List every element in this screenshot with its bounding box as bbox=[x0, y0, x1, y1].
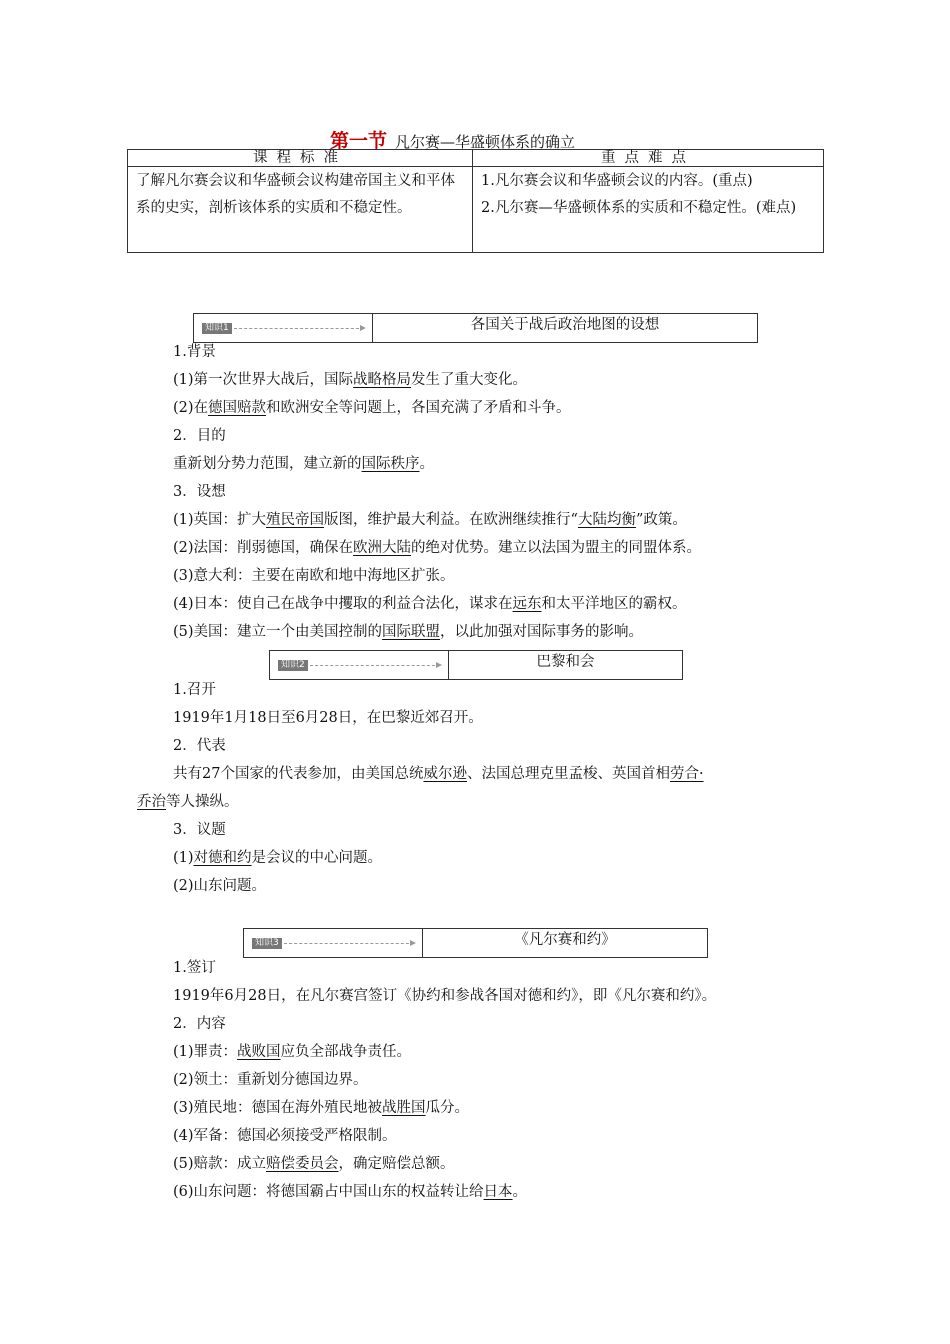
section-badge-icon: 知识2 bbox=[278, 660, 308, 671]
s2-heading-3: 3．议题 bbox=[173, 822, 226, 838]
title-main: 第一节 bbox=[330, 130, 388, 152]
s3-line: 1919年6月28日，在凡尔赛宫签订《协约和参战各国对德和约》，即《凡尔赛和约》。 bbox=[173, 988, 717, 1004]
section-header-2 bbox=[269, 650, 683, 680]
s2-heading-2: 2．代表 bbox=[173, 738, 226, 754]
section-title: 巴黎和会 bbox=[536, 654, 595, 670]
s2-line: (1)对德和约是会议的中心问题。 bbox=[173, 850, 383, 866]
section-badge-icon: 知识3 bbox=[252, 938, 282, 949]
s2-line: 乔治等人操纵。 bbox=[137, 794, 239, 810]
s3-line: (4)军备：德国必须接受严格限制。 bbox=[173, 1128, 397, 1144]
s3-line: (2)领土：重新划分德国边界。 bbox=[173, 1072, 368, 1088]
s3-line: (6)山东问题：将德国霸占中国山东的权益转让给日本。 bbox=[173, 1184, 528, 1200]
standards-right-cell bbox=[473, 167, 824, 253]
section-title: 各国关于战后政治地图的设想 bbox=[470, 317, 660, 333]
standards-left-cell: 了解凡尔赛会议和华盛顿会议构建帝国主义和平体系的史实，剖析该体系的实质和不稳定性。 bbox=[128, 167, 473, 253]
s1-line: (3)意大利：主要在南欧和地中海地区扩张。 bbox=[173, 568, 455, 584]
s2-heading-1: 1.召开 bbox=[173, 682, 216, 698]
s1-line: (1)第一次世界大战后，国际战略格局发生了重大变化。 bbox=[173, 372, 528, 388]
s2-line: (2)山东问题。 bbox=[173, 878, 267, 894]
s1-heading-1: 1.背景 bbox=[173, 344, 216, 360]
s3-heading-1: 1.签订 bbox=[173, 960, 216, 976]
s1-line: (2)法国：削弱德国，确保在欧洲大陆的绝对优势。建立以法国为盟主的同盟体系。 bbox=[173, 540, 702, 556]
arrow-icon bbox=[284, 943, 414, 944]
section-badge-icon: 知识1 bbox=[202, 323, 232, 334]
s1-line: (1)英国：扩大殖民帝国版图，维护最大利益。在欧洲继续推行“大陆均衡”政策。 bbox=[173, 512, 687, 528]
s3-line: (3)殖民地：德国在海外殖民地被战胜国瓜分。 bbox=[173, 1100, 470, 1116]
section-title: 《凡尔赛和约》 bbox=[514, 932, 616, 948]
s3-line: (5)赔款：成立赔偿委员会，确定赔偿总额。 bbox=[173, 1156, 455, 1172]
key-point-2: 2.凡尔赛—华盛顿体系的实质和不稳定性。(难点) bbox=[481, 200, 797, 216]
section-header-1 bbox=[193, 313, 758, 343]
s2-line: 1919年1月18日至6月28日，在巴黎近郊召开。 bbox=[173, 710, 483, 726]
key-point-1: 1.凡尔赛会议和华盛顿会议的内容。(重点) bbox=[481, 173, 753, 189]
s3-heading-2: 2．内容 bbox=[173, 1016, 226, 1032]
s1-line: (4)日本：使自己在战争中攫取的利益合法化，谋求在远东和太平洋地区的霸权。 bbox=[173, 596, 687, 612]
s2-line: 共有27个国家的代表参加，由美国总统威尔逊、法国总理克里孟梭、英国首相劳合· bbox=[173, 766, 704, 782]
standards-head-right: 重点难点 bbox=[473, 150, 824, 167]
s3-line: (1)罪责：战败国应负全部战争责任。 bbox=[173, 1044, 412, 1060]
standards-head-left: 课程标准 bbox=[128, 150, 473, 167]
title-sub: 凡尔赛—华盛顿体系的确立 bbox=[395, 133, 576, 151]
s1-line: (5)美国：建立一个由美国控制的国际联盟，以此加强对国际事务的影响。 bbox=[173, 624, 644, 640]
s1-line: 重新划分势力范围，建立新的国际秩序。 bbox=[173, 456, 434, 472]
s1-heading-2: 2．目的 bbox=[173, 428, 226, 444]
section-header-3 bbox=[243, 928, 708, 958]
s1-line: (2)在德国赔款和欧洲安全等问题上，各国充满了矛盾和斗争。 bbox=[173, 400, 571, 416]
arrow-icon bbox=[310, 665, 440, 666]
s1-heading-3: 3．设想 bbox=[173, 484, 226, 500]
arrow-icon bbox=[234, 328, 364, 329]
standards-table bbox=[127, 149, 824, 253]
